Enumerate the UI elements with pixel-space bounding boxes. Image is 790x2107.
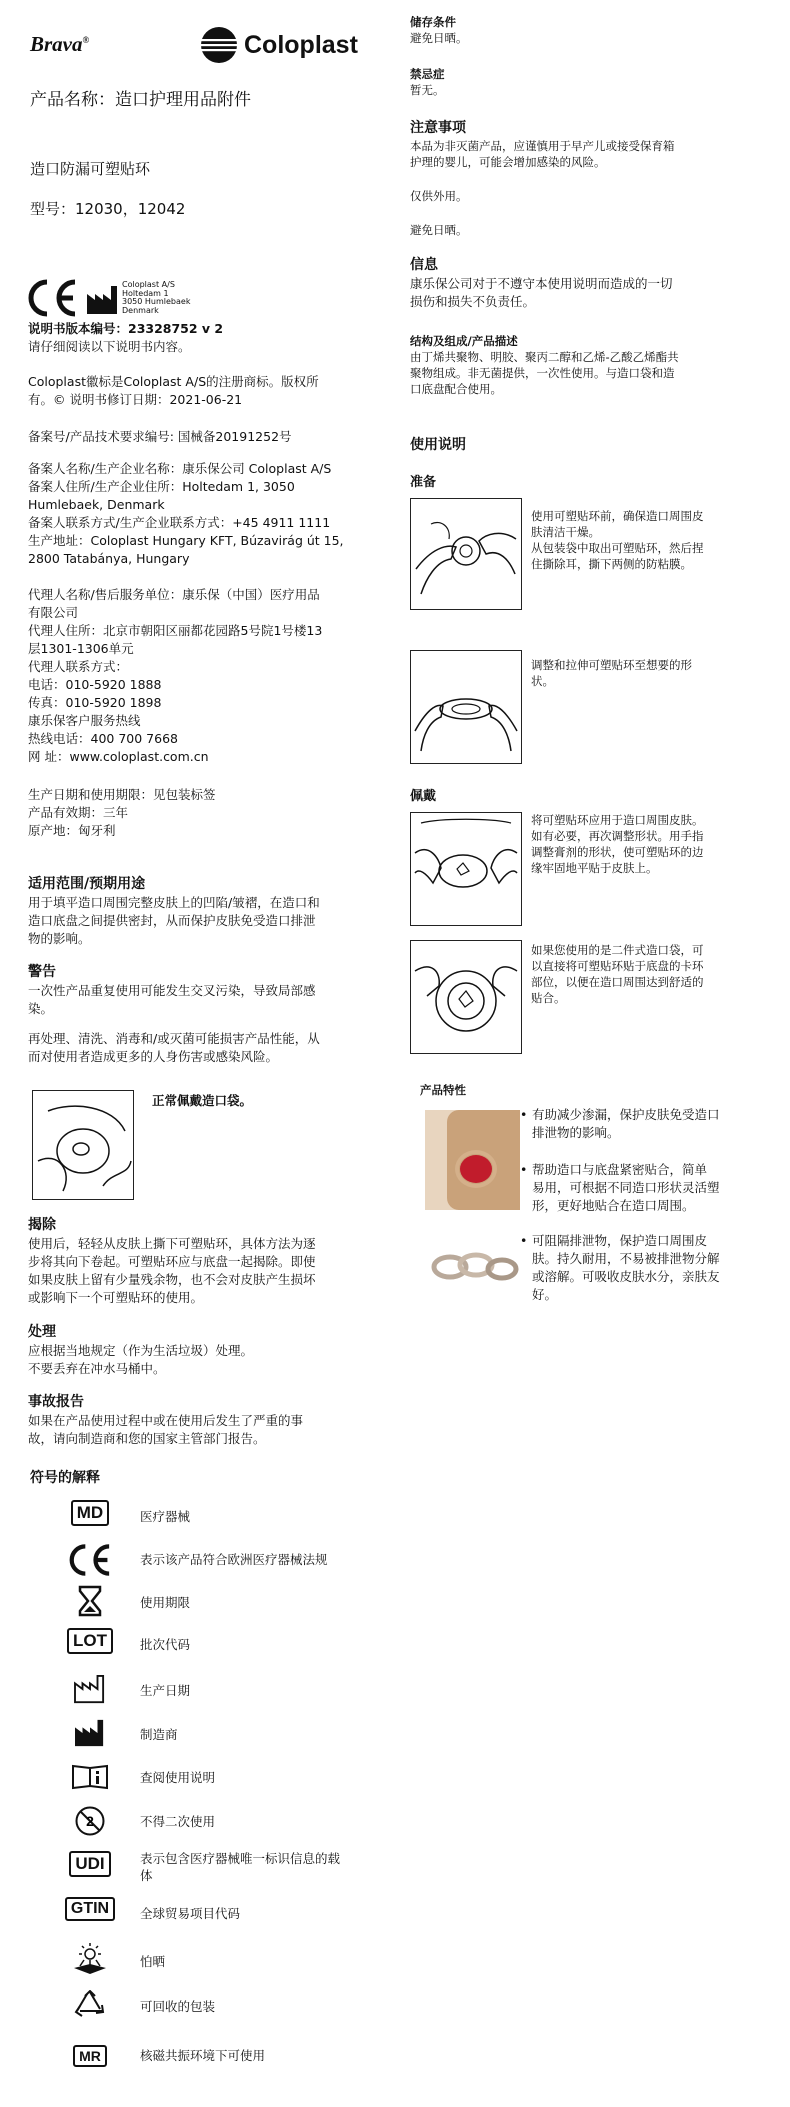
svg-text:2: 2	[86, 1813, 94, 1829]
product-subname: 造口防漏可塑贴环	[30, 160, 151, 178]
warning-section: 警告 一次性产品重复使用可能发生交叉污染，导致局部感 染。 再处理、清洗、消毒和/或灭菌可能损害产品性能，从 而对使用者造成更多的人身伤害或感染风险。	[28, 964, 320, 1064]
symbol-label: 批次代码	[140, 1637, 191, 1652]
instructions-title: 使用说明	[410, 437, 466, 453]
keep-away-from-sunlight-icon	[55, 1942, 125, 1980]
features-title: 产品特性	[420, 1083, 466, 1097]
feature-1: • 有助减少渗漏，保护皮肤免受造口 排泄物的影响。	[532, 1106, 777, 1142]
registration-number: 备案号/产品技术要求编号: 国械备20191252号	[28, 429, 292, 444]
structure-section: 结构及组成/产品描述 由丁烯共聚物、明胶、聚丙二醇和乙烯-乙酸乙烯酯共 聚物组成。非无菌提供，一次性使用。与造口袋和造 口底盘配合使用。	[410, 334, 679, 396]
step3-text: 将可塑贴环应用于造口周围皮肤。 如有必要，再次调整形状。用手指 调整膏剂的形状，使可塑贴环的边 缘牢固地平贴于皮肤上。	[531, 813, 704, 875]
version-info: 说明书版本编号：23328752 v 2 请仔细阅读以下说明书内容。	[28, 321, 224, 354]
preparation-title: 准备	[410, 475, 437, 490]
manufacturer-address: Coloplast A/S Holtedam 1 3050 Humlebaek Denmark	[122, 280, 191, 315]
step4-text: 如果您使用的是二件式造口袋，可 以直接将可塑贴环贴于底盘的卡环 部位，以便在造口周围达到舒适的 贴合。	[531, 943, 704, 1005]
coloplast-logo: Coloplast	[200, 25, 358, 65]
trademark-text: Coloplast徽标是Coloplast A/S的注册商标。版权所 有。© 说明书修订日期：2021-06-21	[28, 374, 319, 407]
normal-wear-caption: 正常佩戴造口袋。	[152, 1093, 253, 1108]
normal-wear-illustration	[32, 1090, 134, 1200]
md-icon: MD	[55, 1500, 125, 1526]
info-section: 信息 康乐保公司对于不遵守本使用说明而造成的一切 损伤和损失不负责任。	[410, 257, 673, 309]
feature-2: • 帮助造口与底盘紧密贴合，简单 易用，可根据不同造口形状灵活塑 形，更好地贴合在造口周围。	[532, 1161, 777, 1215]
symbol-label: 可回收的包装	[140, 1999, 216, 2014]
storage-section: 储存条件 避免日晒。	[410, 15, 468, 45]
symbol-label: 生产日期	[140, 1683, 191, 1698]
step2-illustration	[410, 650, 522, 764]
symbol-label: 怕晒	[140, 1954, 166, 1969]
symbol-label: 不得二次使用	[140, 1814, 216, 1829]
gtin-icon: GTIN	[55, 1897, 125, 1921]
lot-icon: LOT	[55, 1628, 125, 1654]
step2-text: 调整和拉伸可塑贴环至想要的形 状。	[531, 658, 692, 688]
wearing-title: 佩戴	[410, 789, 437, 804]
symbol-label: 表示包含医疗器械唯一标识信息的载体	[140, 1851, 341, 1883]
udi-icon: UDI	[55, 1851, 125, 1877]
manufacturer-symbol-icon	[55, 1718, 125, 1752]
step1-illustration	[410, 498, 522, 610]
step4-illustration	[410, 940, 522, 1054]
scope-section: 适用范围/预期用途 用于填平造口周围完整皮肤上的凹陷/皱褶，在造口和 造口底盘之间提供密封，从而保护皮肤免受造口排泄 物的影响。	[28, 876, 320, 946]
date-of-manufacture-icon	[55, 1674, 125, 1708]
ce-icon	[55, 1543, 125, 1581]
symbol-label: 使用期限	[140, 1595, 191, 1610]
step3-illustration	[410, 812, 522, 926]
contraindication-section: 禁忌症 暂无。	[410, 67, 445, 97]
coloplast-emblem-icon	[200, 26, 238, 64]
registrant-info: 备案人名称/生产企业名称：康乐保公司 Coloplast A/S 备案人住所/生产企业住所：Holtedam 1, 3050 Humlebaek, Denmark 备案人联系方式/生产企业联系方式：+45 4911 1111 生产地址：Coloplast Hungary KFT, Búzavirág út 15, 2800 Tatabánya, Hungary	[28, 461, 344, 566]
ce-mark-icon	[25, 278, 80, 322]
manufacturer-icon	[85, 284, 121, 320]
symbol-label: 全球贸易项目代码	[140, 1906, 241, 1921]
recycle-icon	[55, 1990, 125, 2026]
feature-photo-stoma	[425, 1110, 520, 1210]
feature-3: • 可阻隔排泄物，保护造口周围皮 肤。持久耐用，不易被排泄物分解 或溶解。可吸收皮肤水分，亲肤友 好。	[532, 1232, 777, 1304]
incident-section: 事故报告 如果在产品使用过程中或在使用后发生了严重的事 故，请向制造商和您的国家主管部门报告。	[28, 1394, 304, 1446]
consult-instructions-icon	[55, 1762, 125, 1794]
agent-info: 代理人名称/售后服务单位：康乐保（中国）医疗用品 有限公司 代理人住所：北京市朝阳区丽都花园路5号院1号楼13 层1301-1306单元 代理人联系方式： 电话：010-5920 1888 传真：010-5920 1898 康乐保客户服务热线 热线电话：400 700 7668 网 址：www.coloplast.com.cn	[28, 587, 323, 764]
disposal-section: 处理 应根据当地规定（作为生活垃圾）处理。 不要丢弃在冲水马桶中。	[28, 1324, 254, 1376]
precautions-section: 注意事项 本品为非灭菌产品，应谨慎用于早产儿或接受保育箱 护理的婴儿，可能会增加感染的风险。 仅供外用。 避免日晒。	[410, 120, 675, 237]
step1-text: 使用可塑贴环前，确保造口周围皮 肤清洁干燥。 从包装袋中取出可塑贴环，然后捏 住撕除耳，撕下两侧的防粘膜。	[531, 509, 704, 571]
symbol-label: 核磁共振环境下可使用	[140, 2048, 266, 2063]
do-not-reuse-icon	[55, 1805, 125, 1841]
symbol-label: 查阅使用说明	[140, 1770, 216, 1785]
symbol-label: 制造商	[140, 1727, 178, 1742]
symbol-label: 医疗器械	[140, 1509, 191, 1524]
feature-photo-rings	[430, 1245, 520, 1295]
mr-safe-icon: MR	[55, 2045, 125, 2067]
product-name: 产品名称：造口护理用品附件	[30, 90, 251, 110]
symbols-title: 符号的解释	[30, 1470, 100, 1486]
brava-logo: Brava®	[30, 32, 90, 56]
hourglass-icon	[55, 1585, 125, 1621]
product-model: 型号：12030，12042	[30, 200, 186, 218]
production-info: 生产日期和使用期限：见包装标签 产品有效期：三年 原产地：匈牙利	[28, 787, 216, 838]
removal-section: 揭除 使用后，轻轻从皮肤上撕下可塑贴环，具体方法为逐 步将其向下卷起。可塑贴环应与底盘一起揭除。即使 如果皮肤上留有少量残余物，也不会对皮肤产生损坏 或影响下一个可塑贴环的使用。	[28, 1217, 316, 1305]
symbol-label: 表示该产品符合欧洲医疗器械法规	[140, 1552, 328, 1567]
